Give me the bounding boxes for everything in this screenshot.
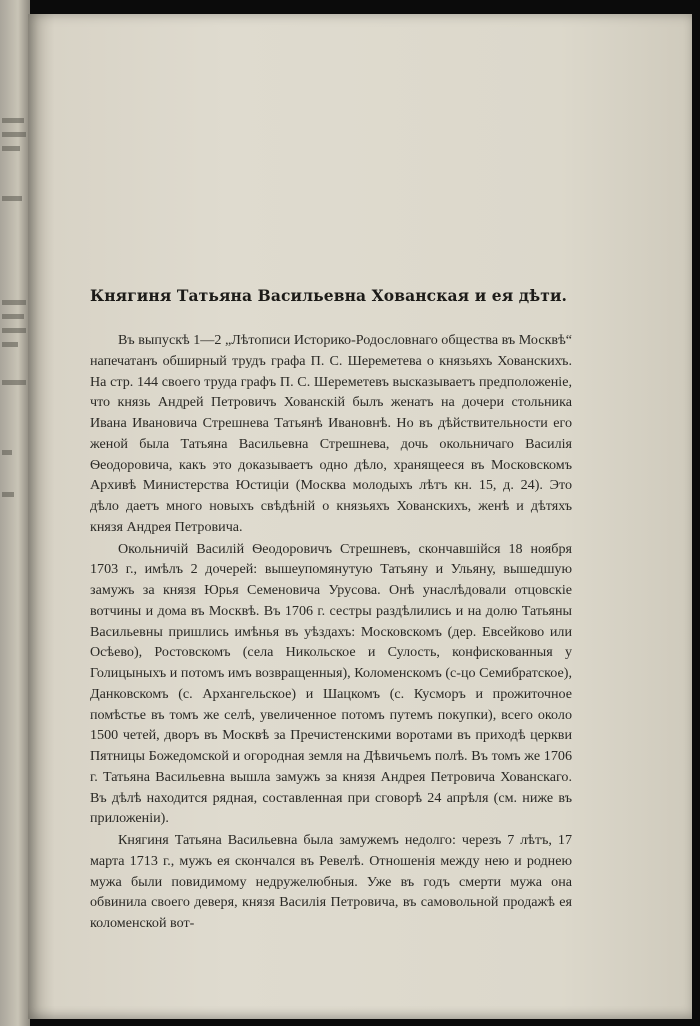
page-fragment	[2, 118, 24, 123]
page-fragment	[2, 146, 20, 151]
page-fragment	[2, 380, 26, 385]
paragraph-3: Княгиня Татьяна Васильевна была замужемъ недолго: черезъ 7 лѣтъ, 17 марта 1713 г., мужъ ея скончался въ Ревелѣ. Отношенія между нею и роднею мужа были повидимому недружелюбныя. Уже въ годъ смерти мужа она обвинила своего деверя, князя Василія Петровича, въ самовольной продажѣ ея коломенской вот-	[90, 832, 572, 931]
page-fragment	[2, 314, 24, 319]
page-fragment	[2, 300, 26, 305]
page-fragment	[2, 492, 14, 497]
paragraph-2: Окольничій Василій Ѳеодоровичъ Стрешневъ, скончавшійся 18 ноября 1703 г., имѣлъ 2 дочерей: вышеупомянутую Татьяну и Ульяну, вышедшую замужъ за князя Юрья Семеновича Урусова. Онѣ унаслѣдовали отцовскіе вотчины и дома въ Москвѣ. Въ 1706 г. сестры раздѣлились и на долю Татьяны Васильевны пришлись имѣнья въ уѣздахъ: Московскомъ (дер. Евсейково или Осѣево), Ростовскомъ (села Никольское и Сулость, конфискованныя у Голицыныхъ и потомъ имъ возвращенныя), Коломенскомъ (с-цо Семибратское), Данковскомъ (с. Архангельское) и Шацкомъ (с. Кусморъ и прожиточное помѣстье въ томъ же селѣ, увеличенное потомъ путемъ покупки), всего около 1500 четей, дворъ въ Москвѣ за Пречистенскими воротами въ приходѣ церкви Пятницы Божедомской и огородная земля на Дѣвичьемъ полѣ. Въ томъ же 1706 г. Татьяна Васильевна вышла замужъ за князя Андрея Петровича Хованскаго. Въ дѣлѣ находится рядная, составленная при сговорѣ 24 апрѣля (см. ниже въ приложеніи).	[90, 540, 572, 827]
page-fragment	[2, 132, 26, 137]
book-page	[28, 14, 692, 1019]
article-title: Княгиня Татьяна Васильевна Хованская и ея дѣти.	[90, 286, 568, 305]
page-fragment	[2, 196, 22, 201]
paragraph-1: Въ выпускѣ 1—2 „Лѣтописи Историко-Родословнаго общества въ Москвѣ“ напечатанъ обширный трудъ графа П. С. Шереметева о князьяхъ Хованскихъ. На стр. 144 своего труда графъ П. С. Шереметевъ высказываетъ предположеніе, что князь Андрей Петровичъ Хованскій былъ женатъ на дочери стольника Ивана Ивановича Стрешнева Татьянѣ Ивановнѣ. Но въ дѣйствительности его женой была Татьяна Васильевна Стрешнева, дочь окольничаго Василія Ѳеодоровича, какъ это доказываетъ одно дѣло, хранящееся въ Московскомъ Архивѣ Министерства Юстиціи (Москва молодыхъ лѣтъ кн. 15, д. 24). Это дѣло даетъ много новыхъ свѣдѣній о князьяхъ Хованскихъ, женѣ и дѣтяхъ князя Андрея Петровича.	[90, 332, 572, 535]
page-fragment	[2, 328, 26, 333]
article-body	[90, 330, 572, 934]
previous-page-edge	[0, 0, 30, 1026]
page-fragment	[2, 342, 18, 347]
page-fragment	[2, 450, 12, 455]
